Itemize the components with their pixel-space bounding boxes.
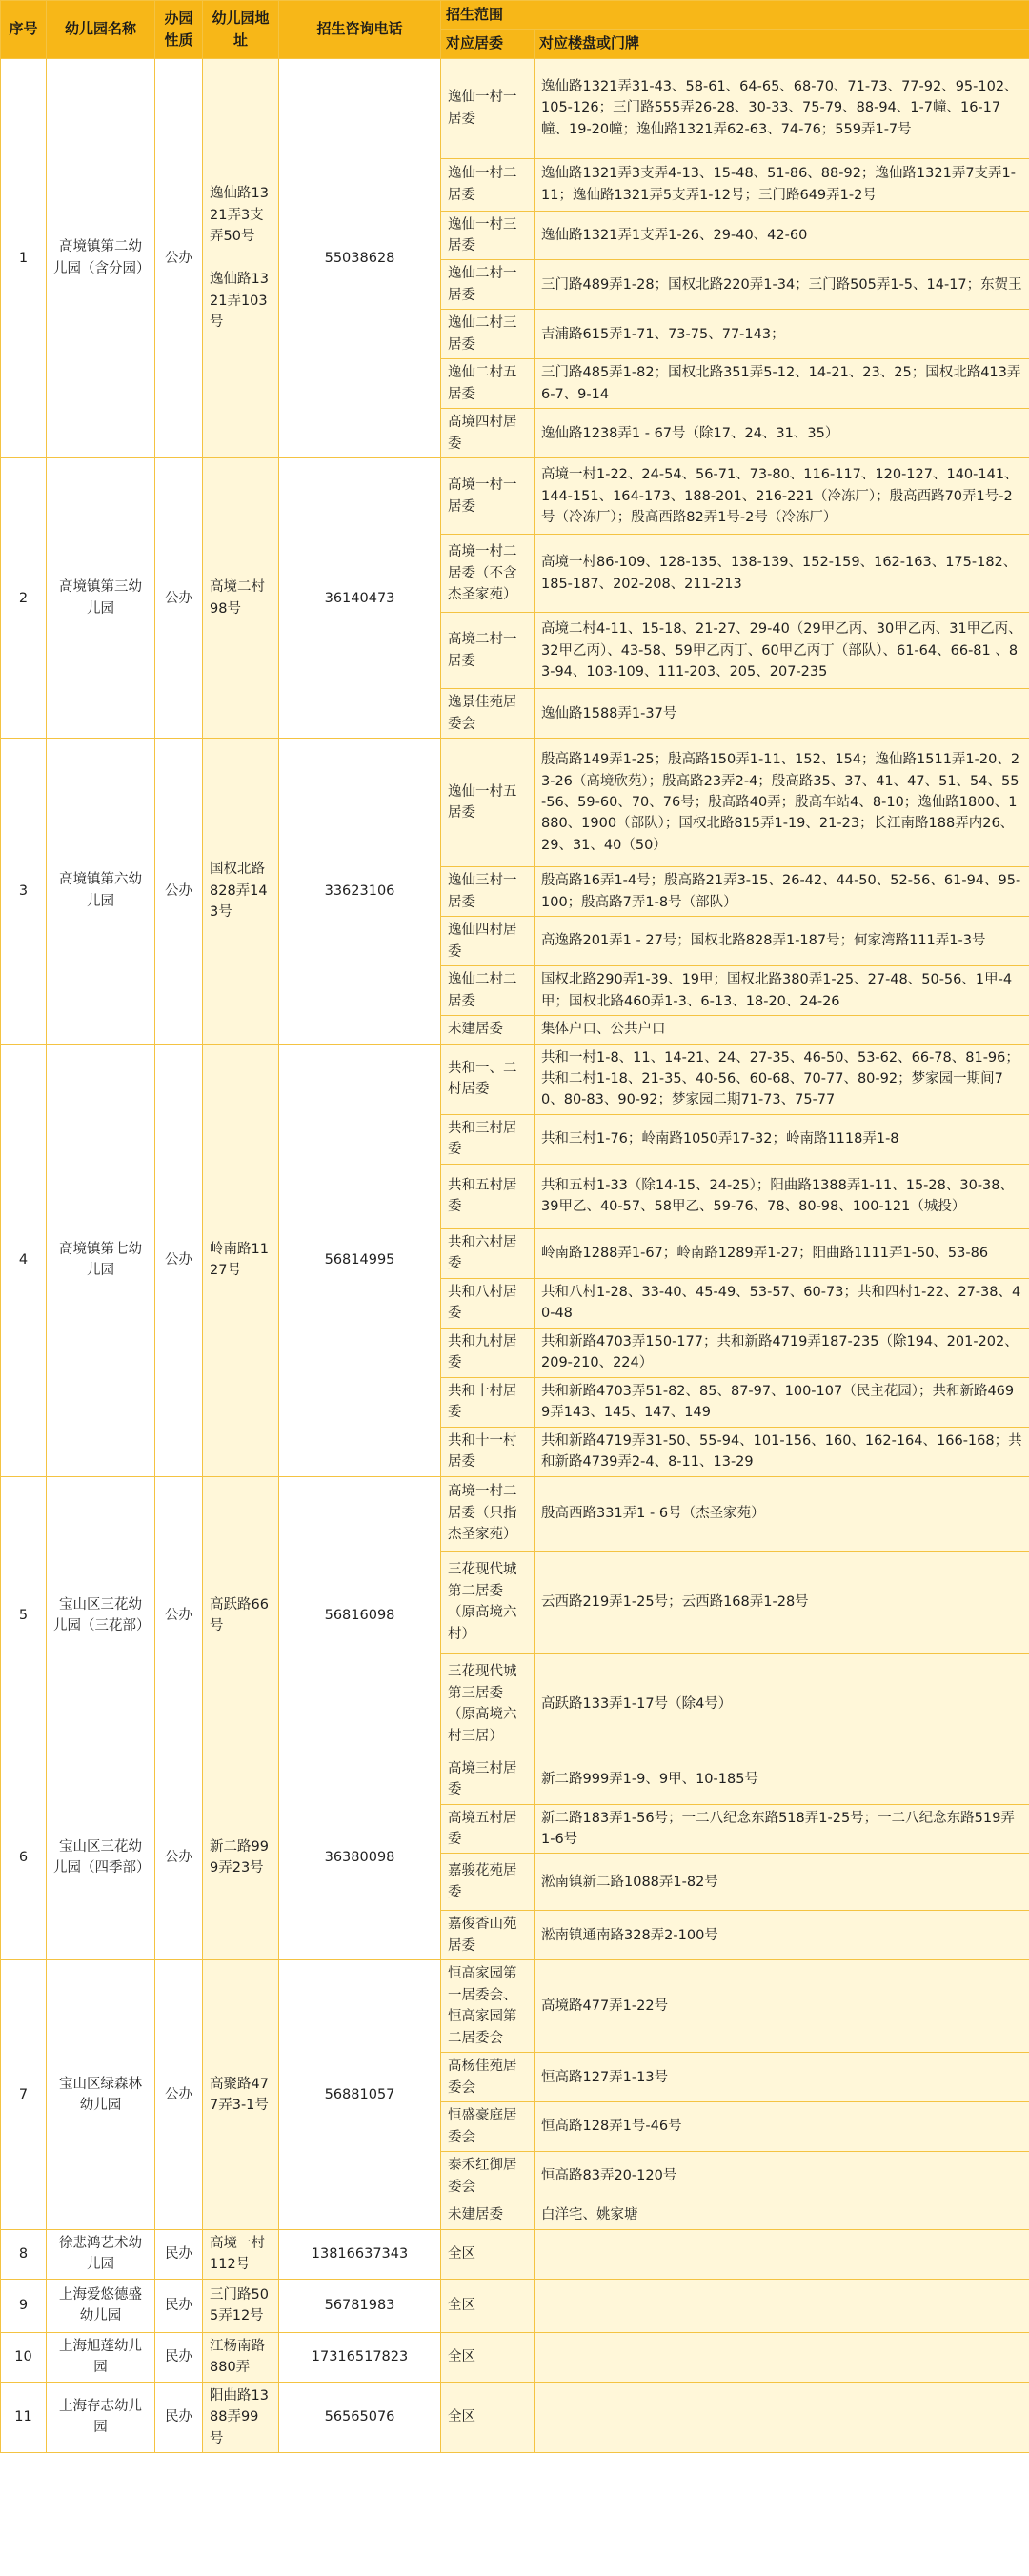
school-index: 5 bbox=[1, 1476, 47, 1755]
school-index: 3 bbox=[1, 739, 47, 1044]
buildings-cell: 殷高西路331弄1 - 6号（杰圣家苑） bbox=[535, 1476, 1029, 1551]
buildings-cell: 岭南路1288弄1-67；岭南路1289弄1-27；阳曲路1111弄1-50、53-86 bbox=[535, 1228, 1029, 1278]
committee-cell: 嘉骏花苑居委 bbox=[441, 1854, 535, 1911]
buildings-cell: 共和一村1-8、11、14-21、24、27-35、46-50、53-62、66-78、81-96；共和二村1-18、21-35、40-56、60-68、70-77、80-92；梦家园一期间70、80-83、90-92；梦家园二期71-73、75-77 bbox=[535, 1044, 1029, 1114]
committee-cell: 高境二村一居委 bbox=[441, 613, 535, 689]
school-name: 宝山区三花幼儿园（四季部） bbox=[47, 1755, 155, 1960]
buildings-cell: 新二路183弄1-56号；一二八纪念东路518弄1-25号；一二八纪念东路519弄1-6号 bbox=[535, 1804, 1029, 1854]
school-index: 1 bbox=[1, 58, 47, 458]
school-type: 公办 bbox=[155, 1755, 203, 1960]
table-row bbox=[1, 2382, 1029, 2452]
buildings-cell: 共和五村1-33（除14-15、24-25）；阳曲路1388弄1-11、15-28、30-38、39甲乙、40-57、58甲乙、59-76、78、80-98、100-121（城投） bbox=[535, 1164, 1029, 1228]
school-address: 逸仙路1321弄3支弄50号 逸仙路1321弄103号 bbox=[203, 58, 279, 458]
school-name: 徐悲鸿艺术幼儿园 bbox=[47, 2229, 155, 2279]
committee-cell: 共和十一村居委 bbox=[441, 1427, 535, 1476]
buildings-cell: 高境一村86-109、128-135、138-139、152-159、162-163、175-182、185-187、202-208、211-213 bbox=[535, 535, 1029, 613]
buildings-cell: 三门路489弄1-28；国权北路220弄1-34；三门路505弄1-5、14-17；东贺王 bbox=[535, 260, 1029, 310]
school-name: 宝山区绿森林幼儿园 bbox=[47, 1960, 155, 2229]
table-body bbox=[1, 58, 1029, 2453]
buildings-cell: 吉浦路615弄1-71、73-75、77-143； bbox=[535, 310, 1029, 359]
school-name: 宝山区三花幼儿园（三花部） bbox=[47, 1476, 155, 1755]
school-type: 公办 bbox=[155, 1960, 203, 2229]
buildings-cell: 新二路999弄1-9、9甲、10-185号 bbox=[535, 1755, 1029, 1804]
school-phone: 36380098 bbox=[279, 1755, 441, 1960]
buildings-cell: 共和八村1-28、33-40、45-49、53-57、60-73；共和四村1-22、27-38、40-48 bbox=[535, 1278, 1029, 1328]
school-address: 高境一村112号 bbox=[203, 2229, 279, 2279]
buildings-cell: 共和新路4703弄51-82、85、87-97、100-107（民主花园）；共和新路4699弄143、145、147、149 bbox=[535, 1377, 1029, 1427]
buildings-cell bbox=[535, 2382, 1029, 2452]
buildings-cell: 恒高路127弄1-13号 bbox=[535, 2053, 1029, 2102]
committee-cell: 高境一村二居委（不含杰圣家苑） bbox=[441, 535, 535, 613]
school-index: 6 bbox=[1, 1755, 47, 1960]
table-row bbox=[1, 739, 1029, 867]
school-index: 8 bbox=[1, 2229, 47, 2279]
school-type: 公办 bbox=[155, 1476, 203, 1755]
school-type: 公办 bbox=[155, 58, 203, 458]
school-type: 公办 bbox=[155, 739, 203, 1044]
buildings-cell: 集体户口、公共户口 bbox=[535, 1016, 1029, 1044]
buildings-cell: 三门路485弄1-82；国权北路351弄5-12、14-21、23、25；国权北路413弄6-7、9-14 bbox=[535, 359, 1029, 409]
school-address: 新二路999弄23号 bbox=[203, 1755, 279, 1960]
school-address: 阳曲路1388弄99号 bbox=[203, 2382, 279, 2452]
committee-cell: 高境三村居委 bbox=[441, 1755, 535, 1804]
committee-cell: 全区 bbox=[441, 2382, 535, 2452]
school-address: 高境二村98号 bbox=[203, 458, 279, 739]
table-row bbox=[1, 1476, 1029, 1551]
school-type: 公办 bbox=[155, 458, 203, 739]
committee-cell: 逸仙一村三居委 bbox=[441, 211, 535, 260]
school-phone: 33623106 bbox=[279, 739, 441, 1044]
school-name: 上海爱悠德盛幼儿园 bbox=[47, 2279, 155, 2332]
school-type: 民办 bbox=[155, 2279, 203, 2332]
header-idx: 序号 bbox=[1, 1, 47, 59]
table-row bbox=[1, 2332, 1029, 2382]
school-address: 岭南路1127号 bbox=[203, 1044, 279, 1476]
school-address: 国权北路828弄143号 bbox=[203, 739, 279, 1044]
committee-cell: 共和九村居委 bbox=[441, 1328, 535, 1377]
committee-cell: 高境一村二居委（只指杰圣家苑） bbox=[441, 1476, 535, 1551]
school-phone: 56565076 bbox=[279, 2382, 441, 2452]
buildings-cell: 高境二村4-11、15-18、21-27、29-40（29甲乙丙、30甲乙丙、31甲乙丙、32甲乙丙）、43-58、59甲乙丙丁、60甲乙丙丁（部队）、61-64、66-81 、83-94、103-109、111-203、205、207-235 bbox=[535, 613, 1029, 689]
school-index: 2 bbox=[1, 458, 47, 739]
school-address: 高聚路477弄3-1号 bbox=[203, 1960, 279, 2229]
school-name: 高境镇第七幼儿园 bbox=[47, 1044, 155, 1476]
buildings-cell: 高逸路201弄1 - 27号；国权北路828弄1-187号；何家湾路111弄1-3号 bbox=[535, 917, 1029, 966]
committee-cell: 高境一村一居委 bbox=[441, 458, 535, 535]
committee-cell: 三花现代城第三居委（原高境六村三居） bbox=[441, 1653, 535, 1755]
school-name: 上海存志幼儿园 bbox=[47, 2382, 155, 2452]
table-row bbox=[1, 2279, 1029, 2332]
committee-cell: 全区 bbox=[441, 2279, 535, 2332]
buildings-cell: 白洋宅、姚家塘 bbox=[535, 2201, 1029, 2229]
committee-cell: 高境四村居委 bbox=[441, 409, 535, 458]
buildings-cell: 共和三村1-76；岭南路1050弄17-32；岭南路1118弄1-8 bbox=[535, 1114, 1029, 1164]
committee-cell: 三花现代城第二居委（原高境六村） bbox=[441, 1551, 535, 1653]
school-phone: 56881057 bbox=[279, 1960, 441, 2229]
header-type: 办园性质 bbox=[155, 1, 203, 59]
buildings-cell bbox=[535, 2229, 1029, 2279]
school-phone: 56814995 bbox=[279, 1044, 441, 1476]
school-index: 4 bbox=[1, 1044, 47, 1476]
committee-cell: 逸景佳苑居委会 bbox=[441, 689, 535, 739]
table-row bbox=[1, 458, 1029, 535]
buildings-cell: 云西路219弄1-25号；云西路168弄1-28号 bbox=[535, 1551, 1029, 1653]
table-header bbox=[1, 1, 1029, 59]
buildings-cell: 共和新路4703弄150-177；共和新路4719弄187-235（除194、201-202、209-210、224） bbox=[535, 1328, 1029, 1377]
committee-cell: 逸仙四村居委 bbox=[441, 917, 535, 966]
school-type: 民办 bbox=[155, 2332, 203, 2382]
committee-cell: 未建居委 bbox=[441, 1016, 535, 1044]
committee-cell: 逸仙一村二居委 bbox=[441, 158, 535, 211]
committee-cell: 未建居委 bbox=[441, 2201, 535, 2229]
buildings-cell: 恒高路128弄1号-46号 bbox=[535, 2102, 1029, 2152]
buildings-cell: 逸仙路1321弄1支弄1-26、29-40、42-60 bbox=[535, 211, 1029, 260]
buildings-cell bbox=[535, 2332, 1029, 2382]
committee-cell: 全区 bbox=[441, 2229, 535, 2279]
buildings-cell: 高境路477弄1-22号 bbox=[535, 1960, 1029, 2053]
committee-cell: 逸仙二村三居委 bbox=[441, 310, 535, 359]
school-index: 11 bbox=[1, 2382, 47, 2452]
committee-cell: 共和八村居委 bbox=[441, 1278, 535, 1328]
school-name: 高境镇第二幼儿园（含分园） bbox=[47, 58, 155, 458]
buildings-cell: 淞南镇通南路328弄2-100号 bbox=[535, 1911, 1029, 1960]
school-type: 民办 bbox=[155, 2382, 203, 2452]
committee-cell: 逸仙二村一居委 bbox=[441, 260, 535, 310]
committee-cell: 逸仙一村五居委 bbox=[441, 739, 535, 867]
school-address: 江杨南路880弄 bbox=[203, 2332, 279, 2382]
school-phone: 17316517823 bbox=[279, 2332, 441, 2382]
school-address: 三门路505弄12号 bbox=[203, 2279, 279, 2332]
school-type: 民办 bbox=[155, 2229, 203, 2279]
buildings-cell: 逸仙路1321弄31-43、58-61、64-65、68-70、71-73、77-92、95-102、105-126；三门路555弄26-28、30-33、75-79、88-94、1-7幢、16-17幢、19-20幢；逸仙路1321弄62-63、74-76；559弄1-7号 bbox=[535, 58, 1029, 158]
committee-cell: 逸仙二村五居委 bbox=[441, 359, 535, 409]
header-committee: 对应居委 bbox=[441, 30, 535, 58]
school-phone: 36140473 bbox=[279, 458, 441, 739]
school-index: 9 bbox=[1, 2279, 47, 2332]
header-buildings: 对应楼盘或门牌 bbox=[535, 30, 1029, 58]
school-name: 高境镇第三幼儿园 bbox=[47, 458, 155, 739]
committee-cell: 逸仙二村二居委 bbox=[441, 966, 535, 1016]
header-scope: 招生范围 bbox=[441, 1, 1029, 30]
school-phone: 13816637343 bbox=[279, 2229, 441, 2279]
buildings-cell: 国权北路290弄1-39、19甲；国权北路380弄1-25、27-48、50-56、1甲-4甲；国权北路460弄1-3、6-13、18-20、24-26 bbox=[535, 966, 1029, 1016]
committee-cell: 共和一、二村居委 bbox=[441, 1044, 535, 1114]
buildings-cell: 殷高路16弄1-4号；殷高路21弄3-15、26-42、44-50、52-56、61-94、95-100；殷高路7弄1-8号（部队） bbox=[535, 867, 1029, 917]
buildings-cell: 恒高路83弄20-120号 bbox=[535, 2152, 1029, 2201]
committee-cell: 恒盛豪庭居委会 bbox=[441, 2102, 535, 2152]
committee-cell: 逸仙一村一居委 bbox=[441, 58, 535, 158]
committee-cell: 共和三村居委 bbox=[441, 1114, 535, 1164]
committee-cell: 共和十村居委 bbox=[441, 1377, 535, 1427]
school-name: 高境镇第六幼儿园 bbox=[47, 739, 155, 1044]
buildings-cell: 高境一村1-22、24-54、56-71、73-80、116-117、120-127、140-141、144-151、164-173、188-201、216-221（冷冻厂）；殷高西路70弄1号-2号（冷冻厂）；殷高西路82弄1号-2号（冷冻厂） bbox=[535, 458, 1029, 535]
header-phone: 招生咨询电话 bbox=[279, 1, 441, 59]
committee-cell: 恒高家园第一居委会、恒高家园第二居委会 bbox=[441, 1960, 535, 2053]
committee-cell: 嘉俊香山苑居委 bbox=[441, 1911, 535, 1960]
school-index: 7 bbox=[1, 1960, 47, 2229]
table-row bbox=[1, 1755, 1029, 1804]
table-row bbox=[1, 2229, 1029, 2279]
buildings-cell: 殷高路149弄1-25；殷高路150弄1-11、152、154；逸仙路1511弄1-20、23-26（高境欣苑）；殷高路23弄2-4；殷高路35、37、41、47、51、54、55-56、59-60、70、76号；殷高路40弄；殷高车站4、8-10；逸仙路1800、1880、1900（部队）；国权北路815弄1-19、21-23；长江南路188弄内26、29、31、40（50） bbox=[535, 739, 1029, 867]
buildings-cell bbox=[535, 2279, 1029, 2332]
table-row bbox=[1, 58, 1029, 158]
buildings-cell: 淞南镇新二路1088弄1-82号 bbox=[535, 1854, 1029, 1911]
buildings-cell: 逸仙路1321弄3支弄4-13、15-48、51-86、88-92；逸仙路1321弄7支弄1-11；逸仙路1321弄5支弄1-12号；三门路649弄1-2号 bbox=[535, 158, 1029, 211]
committee-cell: 全区 bbox=[441, 2332, 535, 2382]
school-type: 公办 bbox=[155, 1044, 203, 1476]
header-address: 幼儿园地址 bbox=[203, 1, 279, 59]
school-phone: 56781983 bbox=[279, 2279, 441, 2332]
committee-cell: 高境五村居委 bbox=[441, 1804, 535, 1854]
table-row bbox=[1, 1044, 1029, 1114]
committee-cell: 逸仙三村一居委 bbox=[441, 867, 535, 917]
committee-cell: 共和五村居委 bbox=[441, 1164, 535, 1228]
school-phone: 56816098 bbox=[279, 1476, 441, 1755]
school-address: 高跃路66号 bbox=[203, 1476, 279, 1755]
buildings-cell: 逸仙路1238弄1 - 67号（除17、24、31、35） bbox=[535, 409, 1029, 458]
school-phone: 55038628 bbox=[279, 58, 441, 458]
header-name: 幼儿园名称 bbox=[47, 1, 155, 59]
table-row bbox=[1, 1960, 1029, 2053]
committee-cell: 高杨佳苑居委会 bbox=[441, 2053, 535, 2102]
school-name: 上海旭莲幼儿园 bbox=[47, 2332, 155, 2382]
buildings-cell: 共和新路4719弄31-50、55-94、101-156、160、162-164、166-168；共和新路4739弄2-4、8-11、13-29 bbox=[535, 1427, 1029, 1476]
committee-cell: 泰禾红御居委会 bbox=[441, 2152, 535, 2201]
committee-cell: 共和六村居委 bbox=[441, 1228, 535, 1278]
buildings-cell: 高跃路133弄1-17号（除4号） bbox=[535, 1653, 1029, 1755]
school-index: 10 bbox=[1, 2332, 47, 2382]
buildings-cell: 逸仙路1588弄1-37号 bbox=[535, 689, 1029, 739]
